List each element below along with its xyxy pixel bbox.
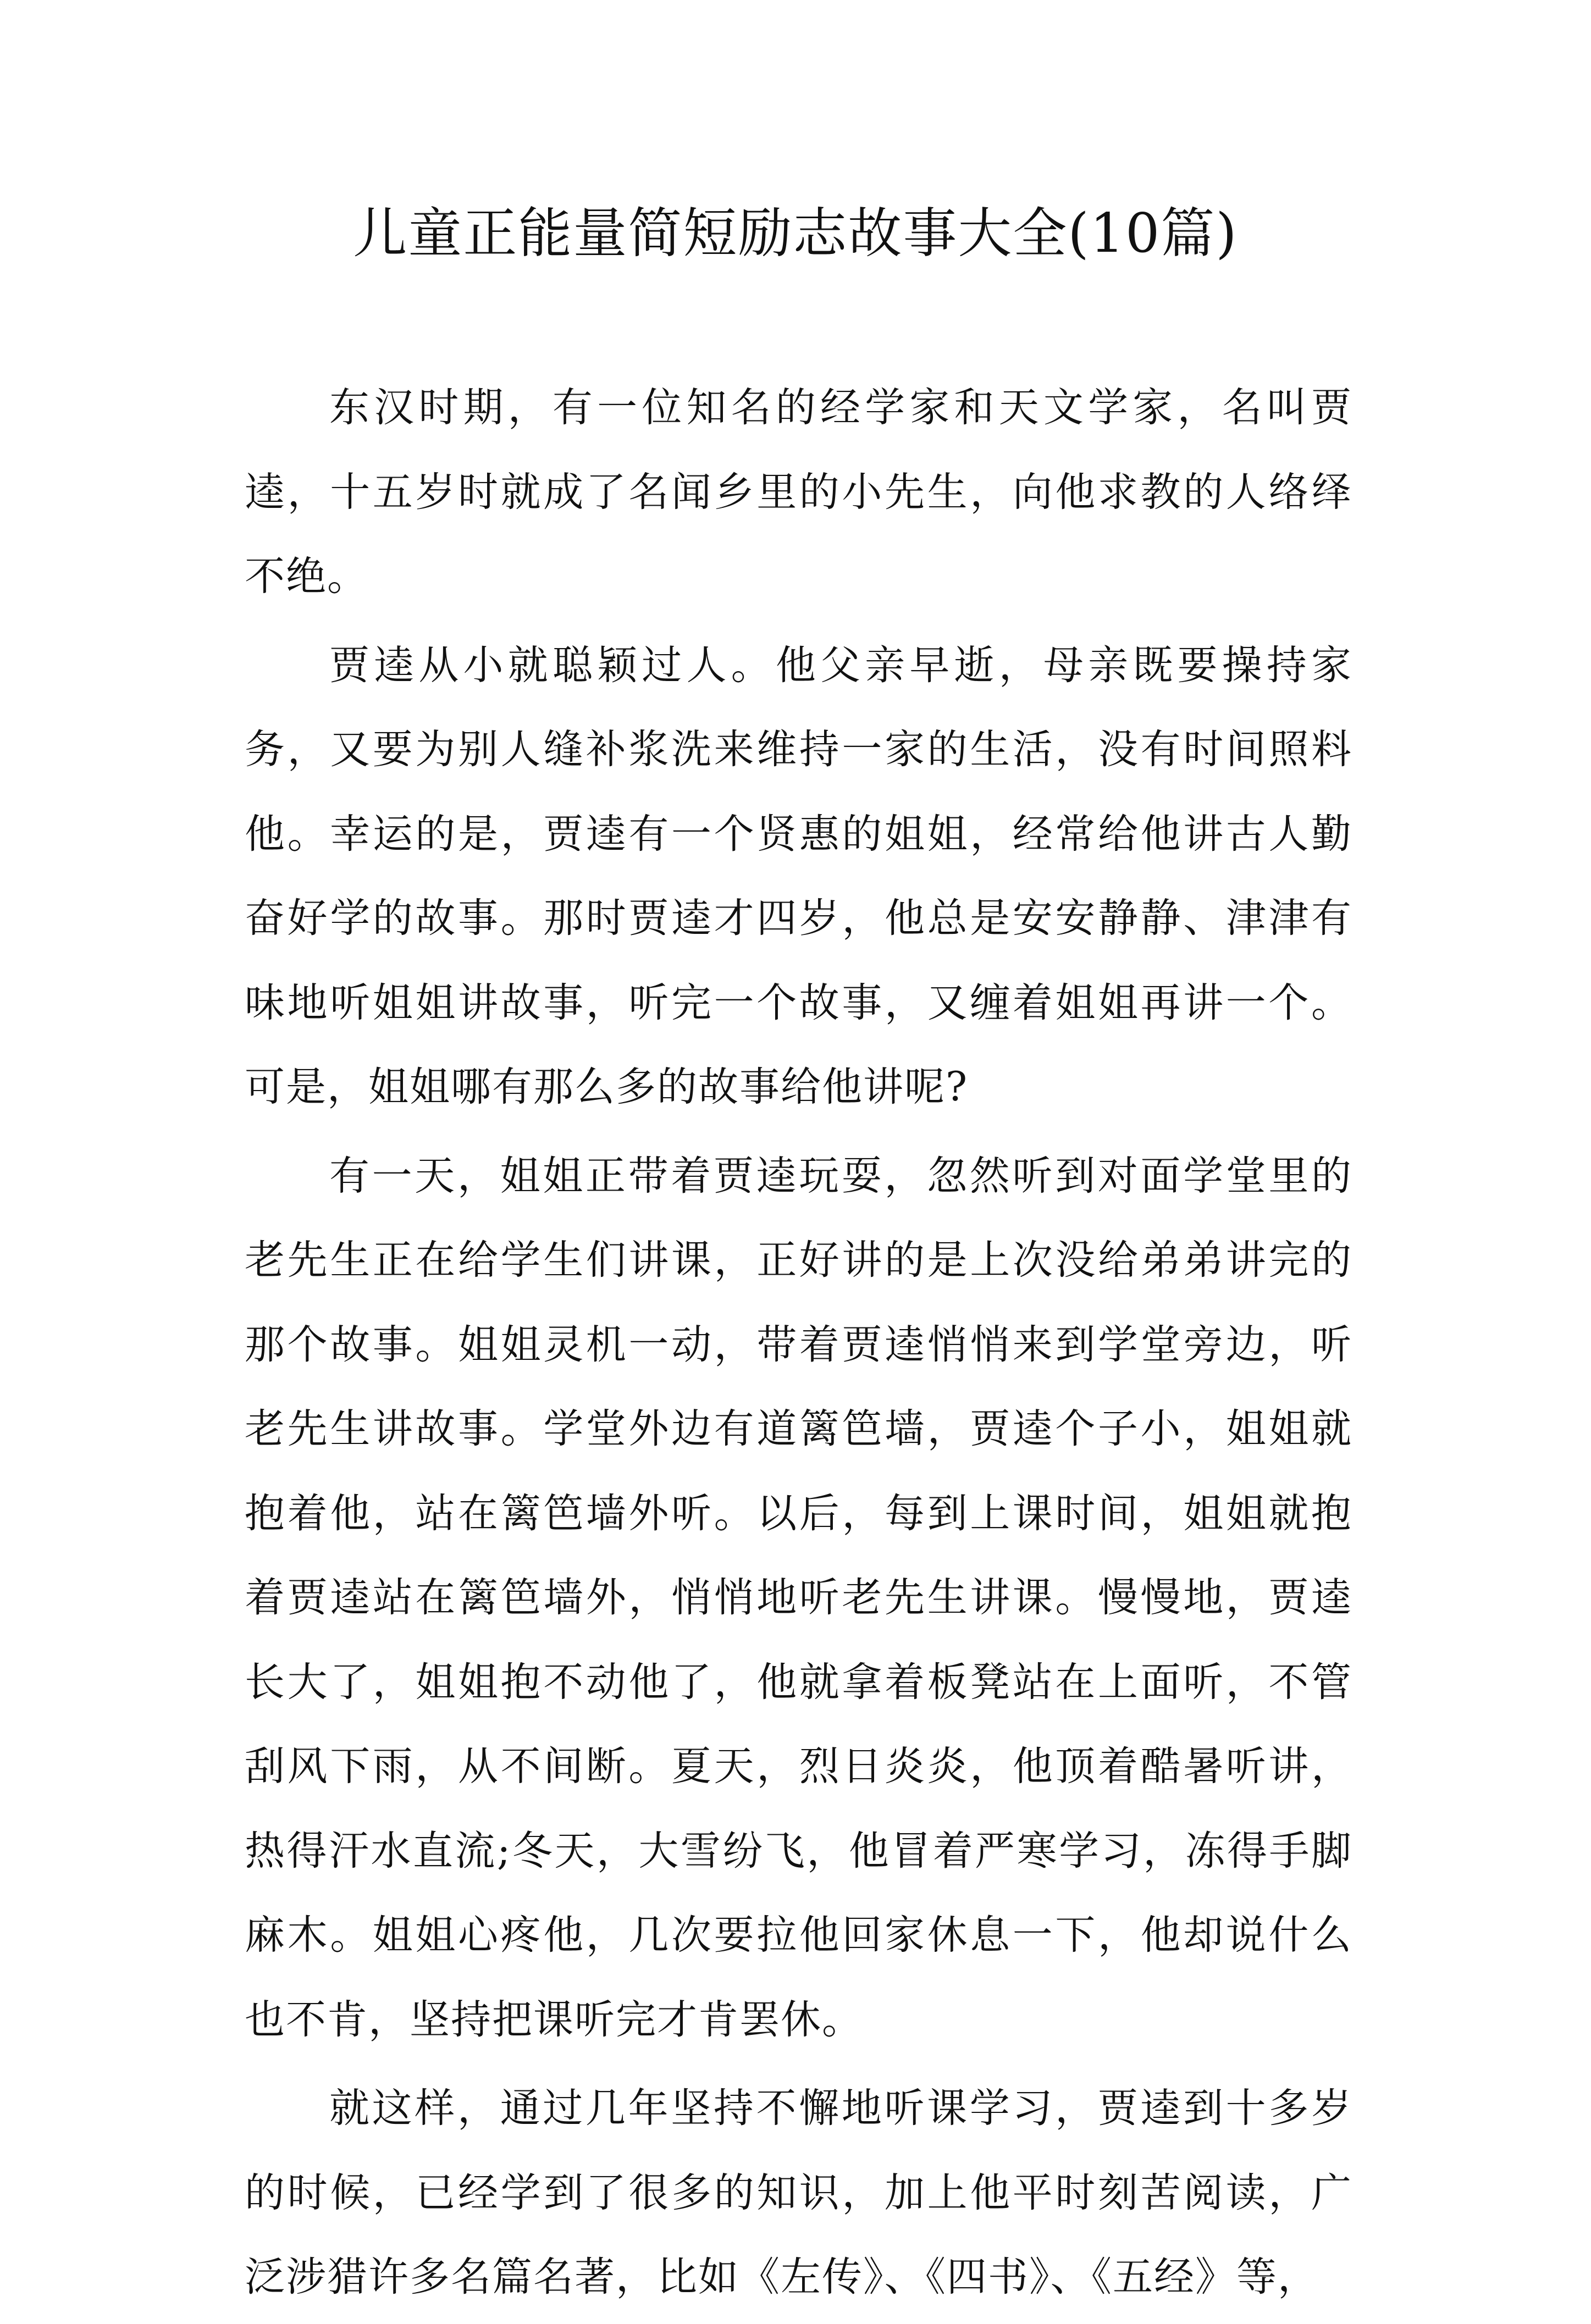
paragraph-2: 贾逵从小就聪颖过人。他父亲早逝，母亲既要操持家务，又要为别人缝补浆洗来维持一家的生活，没有时间照料他。幸运的是，贾逵有一个贤惠的姐姐，经常给他讲古人勤奋好学的故事。那时贾逵才四岁，他总是安安静静、津津有味地听姐姐讲故事，听完一个故事，又缠着姐姐再讲一个。可是，姐姐哪有那么多的故事给他讲呢?	[245, 641, 1352, 1110]
document-body	[245, 366, 1352, 2324]
paragraph-1: 东汉时期，有一位知名的经学家和天文学家，名叫贾逵，十五岁时就成了名闻乡里的小先生，向他求教的人络绎不绝。	[245, 384, 1352, 600]
paragraph-4: 就这样，通过几年坚持不懈地听课学习，贾逵到十多岁的时候，已经学到了很多的知识，加上他平时刻苦阅读，广泛涉猎许多名篇名著，比如《左传》、《四书》、《五经》等，	[245, 2085, 1352, 2300]
paragraph-3: 有一天，姐姐正带着贾逵玩耍，忽然听到对面学堂里的老先生正在给学生们讲课，正好讲的是上次没给弟弟讲完的那个故事。姐姐灵机一动，带着贾逵悄悄来到学堂旁边，听老先生讲故事。学堂外边有道篱笆墙，贾逵个子小，姐姐就抱着他，站在篱笆墙外听。以后，每到上课时间，姐姐就抱着贾逵站在篱笆墙外，悄悄地听老先生讲课。慢慢地，贾逵长大了，姐姐抱不动他了，他就拿着板凳站在上面听，不管刮风下雨，从不间断。夏天，烈日炎炎，他顶着酷暑听讲，热得汗水直流;冬天，大雪纷飞，他冒着严寒学习，冻得手脚麻木。姐姐心疼他，几次要拉他回家休息一下，他却说什么也不肯，坚持把课听完才肯罢休。	[245, 1152, 1352, 2043]
document-title: 儿童正能量简短励志故事大全(10篇)	[353, 202, 1238, 265]
